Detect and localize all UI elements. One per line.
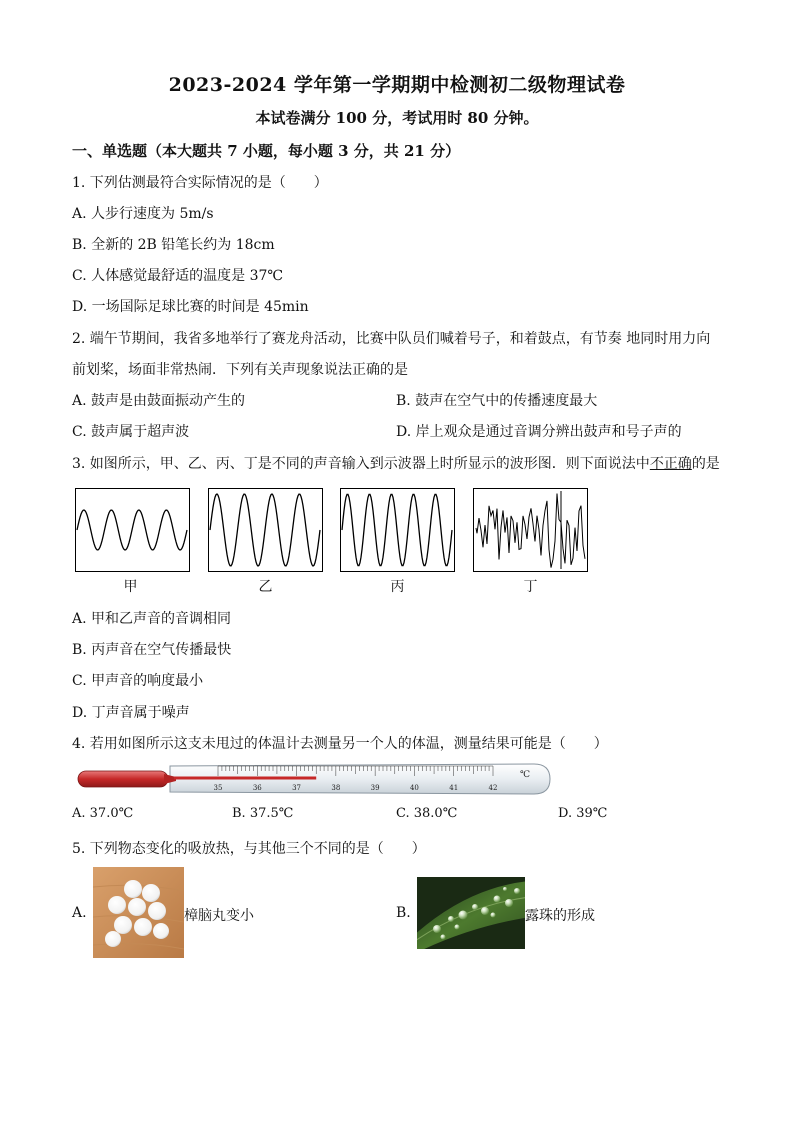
q1-option-b: B. 全新的 2B 铅笔长约为 18cm [72,237,275,253]
tick-label: 36 [252,784,262,792]
tick-label: 37 [292,784,302,792]
thermometer-figure [76,760,552,800]
q2-option-d: D. 岸上观众是通过音调分辨出鼓声和号子声的 [396,424,682,440]
section-heading: 一、单选题（本大题共 7 小题，每小题 3 分，共 21 分） [72,142,461,160]
q5-option-a-caption: 樟脑丸变小 [184,908,254,924]
wave-label-yi: 乙 [258,579,273,595]
q5-option-b-caption: 露珠的形成 [525,908,595,924]
q4-option-a: A. 37.0℃ [72,806,134,821]
q1-option-a: A. 人步行速度为 5m/s [72,206,214,222]
q3-stem-underlined: 不正确 [649,456,692,472]
tick-label: 40 [409,784,419,792]
q2-option-b: B. 鼓声在空气中的传播速度最大 [396,393,598,409]
q3-option-b: B. 丙声音在空气传播最快 [72,642,232,658]
q3-stem-before: 3. 如图所示，甲、乙、丙、丁是不同的声音输入到示波器上时所显示的波形图．则下面说法中 [72,456,650,472]
q2-stem-line1: 2. 端午节期间，我省多地举行了赛龙舟活动，比赛中队员们喊着号子，和着鼓点，有节奏 地同时用力向 [72,331,711,347]
wave-label-ding: 丁 [523,579,538,595]
camphor-balls-photo [93,867,184,958]
q1-stem: 1. 下列估测最符合实际情况的是（ ） [72,175,328,191]
waveform-bing [340,488,455,572]
q3-option-d: D. 丁声音属于噪声 [72,705,190,721]
q2-option-a: A. 鼓声是由鼓面振动产生的 [72,393,246,409]
tick-label: 41 [449,784,459,792]
thermometer-unit: ℃ [520,770,531,780]
q5-option-a-letter: A. [72,905,87,921]
q3-option-a: A. 甲和乙声音的音调相同 [72,611,232,627]
page-title: 2023-2024 学年第一学期期中检测初二级物理试卷 [168,74,626,96]
q3-option-c: C. 甲声音的响度最小 [72,673,204,689]
thermometer-bulb [78,771,168,787]
wave-label-jia: 甲 [123,579,138,595]
page-subtitle: 本试卷满分 100 分，考试用时 80 分钟。 [255,109,539,127]
q4-option-d: D. 39℃ [558,806,608,821]
q2-option-c: C. 鼓声属于超声波 [72,424,190,440]
tick-label: 35 [213,784,223,792]
q5-stem: 5. 下列物态变化的吸放热，与其他三个不同的是（ ） [72,841,426,857]
q5-option-b-letter: B. [396,905,411,921]
q1-option-c: C. 人体感觉最舒适的温度是 37℃ [72,268,284,284]
waveform-yi [208,488,323,572]
q4-stem: 4. 若用如图所示这支未甩过的体温计去测量另一个人的体温，测量结果可能是（ ） [72,736,608,752]
q2-stem-line2: 前划桨，场面非常热闹．下列有关声现象说法正确的是 [72,362,408,378]
tick-label: 39 [370,784,380,792]
wave-label-bing: 丙 [390,579,405,595]
q1-option-d: D. 一场国际足球比赛的时间是 45min [72,299,309,315]
waveform-ding [473,488,588,572]
tick-label: 38 [331,784,341,792]
q3-stem [72,453,720,473]
waveform-jia [75,488,190,572]
mercury-column [174,777,316,780]
q4-option-c: C. 38.0℃ [396,806,458,821]
dew-drops-photo [417,877,525,949]
q3-stem-after: 的是 [691,456,720,472]
q4-option-b: B. 37.5℃ [232,806,294,821]
tick-label: 42 [488,784,498,792]
